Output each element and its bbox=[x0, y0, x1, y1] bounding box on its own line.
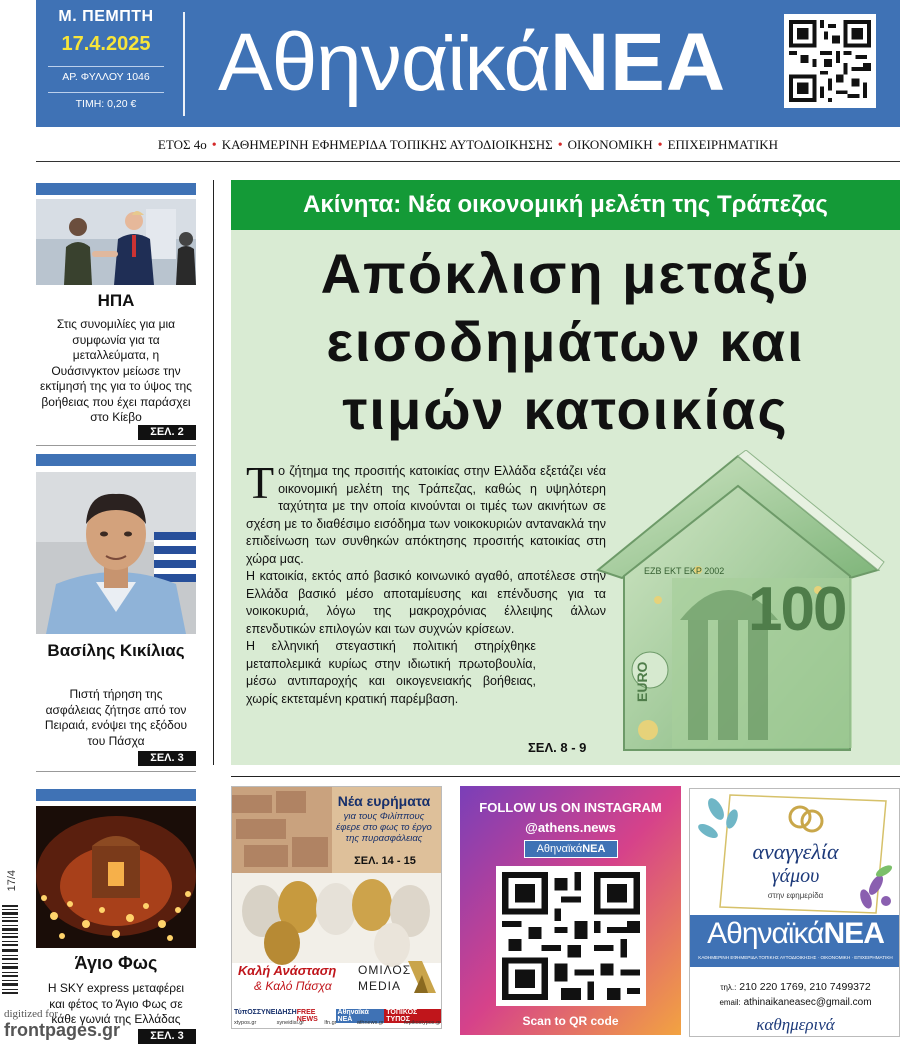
lead-headline[interactable] bbox=[231, 240, 900, 444]
usa-summary: Στις συνομιλίες για μια συμφωνία για τα μεταλλεύματα, η Ουάσινγκτον μείωσε την εκτίμησή της για το ύψος της βοήθειας που έχει παράσχει στο Κίεβο bbox=[40, 317, 192, 424]
tagline-economic: ΟΙΚΟΝΟΜΙΚΗ bbox=[567, 137, 653, 152]
finds-text: για τους Φιλίππους έφερε στο φως το έργο της πυρασφάλειας bbox=[336, 811, 432, 844]
logo-bold: ΝΕΑ bbox=[582, 843, 606, 855]
title-light: Αθηναϊκά bbox=[218, 17, 550, 108]
partner-url: athnews.gr bbox=[356, 1020, 384, 1026]
meeting-photo-icon bbox=[36, 199, 196, 285]
partner-urls bbox=[234, 1020, 441, 1026]
headline-line: εισοδημάτων και bbox=[326, 310, 805, 373]
candle-crowd-photo-icon bbox=[36, 806, 196, 948]
kikilias-title[interactable]: Βασίλης Κικίλιας bbox=[47, 641, 185, 660]
bullet-icon: • bbox=[557, 138, 563, 153]
banknote-value: 100 bbox=[748, 575, 846, 644]
issue-day: Μ. ΠΕΜΠΤΗ bbox=[58, 8, 154, 25]
banknote-code: EZB EKT EKP 2002 bbox=[644, 566, 725, 576]
banknote-euro: EURO bbox=[634, 661, 650, 702]
section-bar bbox=[36, 454, 196, 466]
wedding-logo-bar bbox=[690, 915, 900, 967]
lead-paragraph: ο ζήτημα της προσιτής κατοικίας στην Ελλάδα εξετάζει νέα οικονομική μελέτη της Τράπεζας, καθώς η υψηλότερη ταχύτητα με την οποία κινούνται οι τιμές των ακινήτων σε σχέση με το διαθέσιμο εισόδημα των νοικοκυριών αντανακλά την επιδείνωση των συνθηκών απόκτησης προσιτής κατοικίας στη χώρα μας. bbox=[246, 464, 606, 566]
media-group-label-2: MEDIA bbox=[358, 979, 402, 993]
holy-fire-page-ref[interactable]: ΣΕΛ. 3 bbox=[138, 1029, 196, 1044]
masthead-qr-code-icon[interactable] bbox=[784, 14, 876, 108]
holy-fire-summary: Η SKY express μεταφέρει και φέτος το Άγιο Φως σε κάθε γωνιά της Ελλάδας bbox=[47, 981, 185, 1026]
easter-greeting-2: & Καλό Πάσχα bbox=[254, 979, 332, 993]
watermark-line1: digitized for bbox=[4, 1008, 59, 1020]
email-label: email: bbox=[719, 998, 741, 1007]
instagram-logo bbox=[524, 840, 618, 858]
wedding-small: στην εφημερίδα bbox=[767, 891, 824, 900]
title-bold: ΝΕΑ bbox=[549, 17, 727, 108]
wedding-phone bbox=[696, 981, 895, 993]
instagram-ad[interactable] bbox=[460, 786, 681, 1035]
section-rule bbox=[36, 445, 196, 446]
partner-url: xtypos.gr bbox=[234, 1020, 257, 1026]
qr-code-icon bbox=[789, 19, 871, 103]
headline-line: τιμών κατοικίας bbox=[342, 378, 789, 441]
partner-url: lfn.gr bbox=[324, 1020, 337, 1026]
lead-banner[interactable]: Ακίνητα: Νέα οικονομική μελέτη της Τράπεζας bbox=[231, 180, 900, 230]
wedding-email bbox=[696, 997, 895, 1008]
partner-logo: ΤΟΠΙΚΟΣ ΤΥΠΟΣ bbox=[384, 1009, 441, 1023]
partner-logo: ΣΥΝΕΙΔΗΣΗ bbox=[256, 1009, 297, 1016]
section-bar bbox=[36, 789, 196, 801]
finds-easter-ad[interactable] bbox=[231, 786, 442, 1029]
wedding-footer: καθημερινά bbox=[756, 1015, 835, 1034]
column-divider bbox=[213, 180, 214, 765]
masthead-divider bbox=[183, 12, 185, 116]
watermark-line2: frontpages.gr bbox=[4, 1020, 121, 1040]
tagline-rule bbox=[36, 161, 900, 162]
instagram-footer: Scan to QR code bbox=[522, 1014, 619, 1028]
holy-fire-photo[interactable] bbox=[36, 806, 196, 948]
masthead-info bbox=[40, 0, 172, 127]
usa-page-ref[interactable]: ΣΕΛ. 2 bbox=[138, 425, 196, 440]
phone-label: τηλ.: bbox=[720, 983, 737, 992]
lead-paragraph: Η ελληνική στεγαστική πολιτική στηρίχθηκε μεταπολεμικά κυρίως στην ιδιωτική πρωτοβουλία, μέσω αντιπαροχής και οικογενειακής βοήθειας, χωρίς εκτεταμένη κρατική παρέμβαση. bbox=[246, 639, 536, 706]
kikilias-summary: Πιστή τήρηση της ασφάλειας ζήτησε από τον Πειραιά, ενόψει της εξόδου του Πάσχα bbox=[44, 687, 188, 748]
wedding-ad[interactable] bbox=[689, 788, 900, 1037]
usa-title[interactable]: ΗΠΑ bbox=[97, 291, 135, 310]
kikilias-page-ref[interactable]: ΣΕΛ. 3 bbox=[138, 751, 196, 766]
partner-logo: Αθηναϊκά ΝΕΑ bbox=[336, 1009, 385, 1023]
media-logo-icon bbox=[408, 961, 436, 993]
issue-price: ΤΙΜΗ: 0,20 € bbox=[75, 98, 137, 110]
media-group-label: ΟΜΙΛΟΣ bbox=[358, 963, 412, 977]
issue-date: 17.4.2025 bbox=[61, 33, 151, 55]
finds-page-ref: ΣΕΛ. 14 - 15 bbox=[354, 855, 416, 867]
drop-cap: Τ bbox=[246, 457, 275, 508]
wedding-logo-sub: ΚΑΘΗΜΕΡΙΝΗ ΕΦΗΜΕΡΙΔΑ ΤΟΠΙΚΗΣ ΑΥΤΟΔΙΟΙΚΗΣΗΣ · ΟΙΚΟΝΟΜΙΚΗ · ΕΠΙΧΕΙΡΗΜΑΤΙΚΗ bbox=[698, 955, 893, 960]
tagline-business: ΕΠΙΧΕΙΡΗΜΑΤΙΚΗ bbox=[667, 137, 779, 152]
ads-rule bbox=[231, 776, 900, 777]
logo-light: Αθηναϊκά bbox=[536, 843, 583, 855]
qr-code-icon bbox=[502, 872, 640, 1000]
bullet-icon: • bbox=[211, 138, 217, 153]
tagline bbox=[36, 128, 900, 162]
partner-logo: ΤύπΟΣ bbox=[234, 1009, 257, 1016]
instagram-handle: @athens.news bbox=[525, 820, 616, 835]
finds-title: Νέα ευρήματα bbox=[337, 793, 431, 809]
easter-greeting: Καλή Ανάσταση bbox=[238, 963, 337, 978]
logo-bold: ΝΕΑ bbox=[823, 917, 884, 950]
logo-light: Αθηναϊκά bbox=[707, 917, 824, 950]
instagram-title: FOLLOW US ON INSTAGRAM bbox=[479, 800, 662, 815]
wedding-logo bbox=[690, 917, 900, 951]
lead-page-ref[interactable]: ΣΕΛ. 8 - 9 bbox=[528, 740, 587, 755]
phone-number: 210 220 1769, 210 7499372 bbox=[739, 981, 871, 993]
edge-date: 17/4 bbox=[6, 870, 18, 892]
email-address: athinaikaneasec@gmail.com bbox=[743, 997, 872, 1008]
tagline-year: ΕΤΟΣ 4ο bbox=[157, 137, 207, 152]
lead-body bbox=[246, 457, 606, 708]
kikilias-photo[interactable] bbox=[36, 472, 196, 634]
issue-number: ΑΡ. ΦΥΛΛΟΥ 1046 bbox=[62, 71, 150, 83]
newspaper-title bbox=[218, 8, 726, 118]
usa-photo[interactable] bbox=[36, 199, 196, 285]
barcode-icon bbox=[0, 905, 26, 995]
headline-line: Απόκλιση μεταξύ bbox=[320, 242, 811, 305]
instagram-qr-code-icon[interactable] bbox=[496, 866, 646, 1006]
info-divider bbox=[48, 66, 164, 67]
euro-house-illustration bbox=[588, 450, 886, 758]
wedding-script: αναγγελία bbox=[752, 839, 839, 864]
bullet-icon: • bbox=[657, 138, 663, 153]
wedding-script-2: γάμου bbox=[771, 865, 820, 887]
tagline-daily: ΚΑΘΗΜΕΡΙΝΗ ΕΦΗΜΕΡΙΔΑ ΤΟΠΙΚΗΣ ΑΥΤΟΔΙΟΙΚΗΣΗΣ bbox=[221, 137, 553, 152]
portrait-photo-icon bbox=[36, 472, 196, 634]
partner-url: syneidisi.gr bbox=[276, 1020, 305, 1026]
partner-logo: FREE NEWS bbox=[296, 1009, 318, 1023]
lead-paragraph: Η κατοικία, εκτός από βασικό κοινωνικό αγαθό, αποτέλεσε στην Ελλάδα βασικό μέσο αποταμίευσης και επένδυσης για τα νοικοκυριά, λόγω της μακροχρόνιας έλλειψης άλλων επενδυτικών επιλογών και των συχνών κρίσεων. bbox=[246, 569, 606, 636]
section-rule bbox=[36, 771, 196, 772]
section-bar bbox=[36, 183, 196, 195]
info-divider bbox=[48, 92, 164, 93]
partner-url: topikostypos.gr bbox=[403, 1020, 441, 1026]
holy-fire-title[interactable]: Άγιο Φως bbox=[74, 953, 158, 973]
